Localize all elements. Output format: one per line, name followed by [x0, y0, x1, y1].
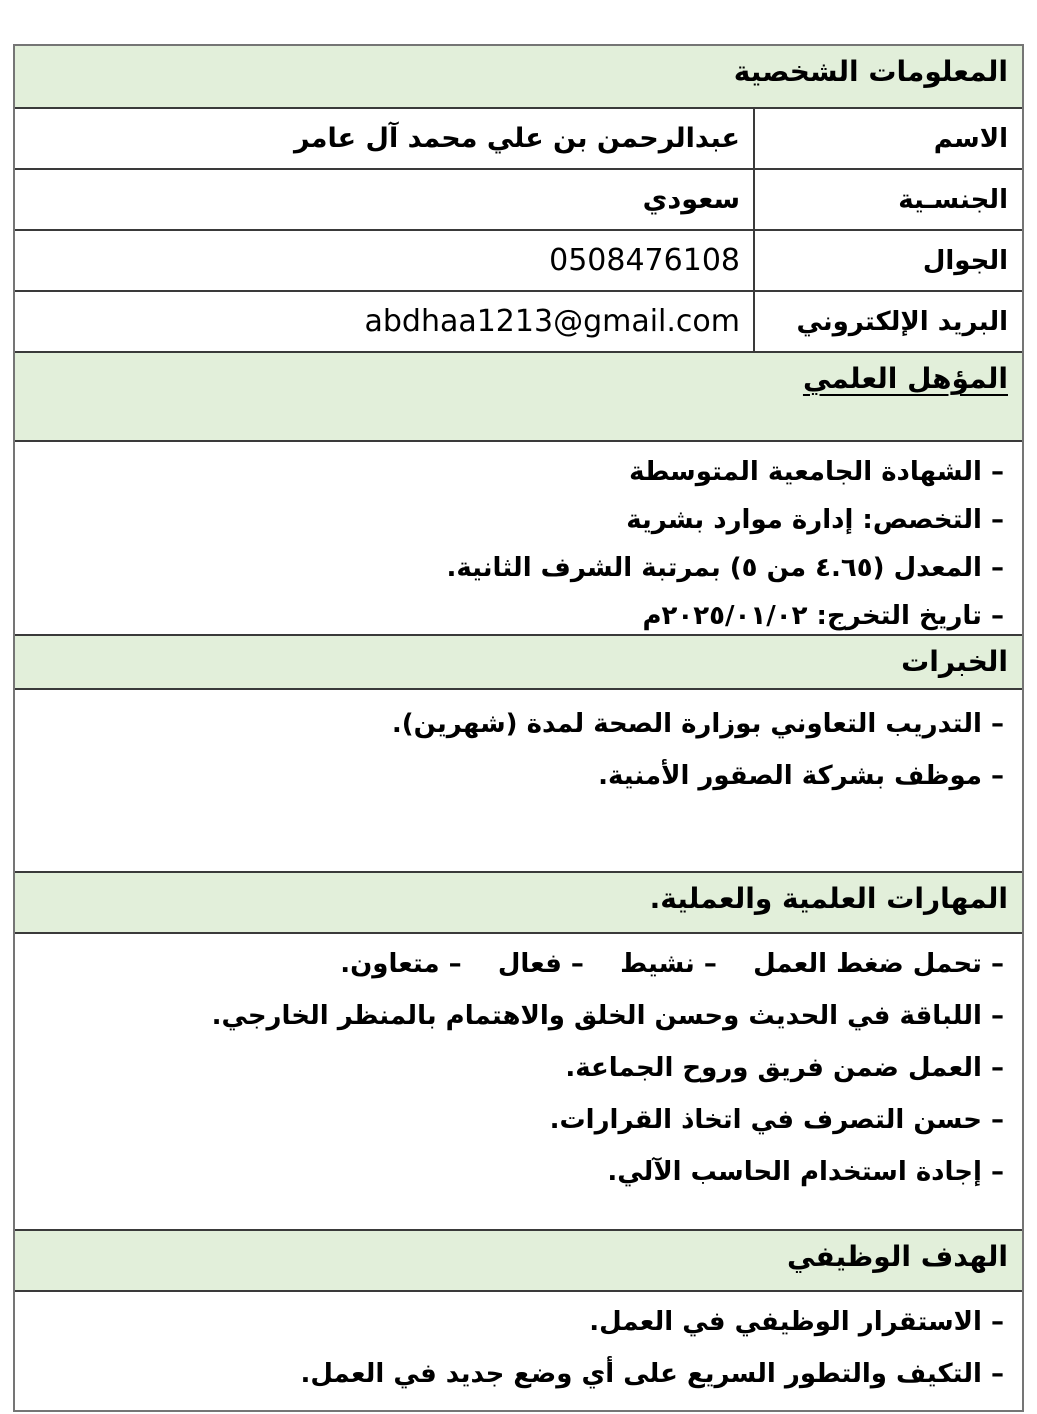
- name-value: عبدالرحمن بن علي محمد آل عامر: [294, 123, 740, 154]
- skill-item: – تحمل ضغط العمل – نشيط – فعال – متعاون.: [340, 949, 1004, 979]
- experience-title: الخبرات: [901, 645, 1008, 678]
- experience-content: [15, 688, 1022, 871]
- mobile-label: الجوال: [753, 231, 1022, 290]
- skill-item: – حسن التصرف في اتخاذ القرارات.: [549, 1105, 1004, 1135]
- skills-content: [15, 932, 1022, 1229]
- section-header-experience: [15, 634, 1022, 688]
- section-header-personal-info: [15, 46, 1022, 107]
- objective-content: [15, 1290, 1022, 1408]
- education-item: – التخصص: إدارة موارد بشرية: [626, 505, 1004, 535]
- objective-title: الهدف الوظيفي: [787, 1240, 1008, 1273]
- nationality-label: الجنسـية: [753, 170, 1022, 229]
- name-value-cell: [15, 109, 753, 168]
- section-header-objective: [15, 1229, 1022, 1290]
- email-label: البريد الإلكتروني: [753, 292, 1022, 351]
- education-title: المؤهل العلمي: [802, 362, 1008, 395]
- nationality-value-cell: [15, 170, 753, 229]
- section-header-skills: [15, 871, 1022, 932]
- education-item: – المعدل (٤.٦٥ من ٥) بمرتبة الشرف الثانية.: [446, 553, 1004, 583]
- experience-item: – التدريب التعاوني بوزارة الصحة لمدة (شهرين).: [391, 709, 1004, 739]
- name-label: الاسم: [753, 109, 1022, 168]
- table-row-email: [15, 290, 1022, 351]
- table-row-name: [15, 107, 1022, 168]
- cv-document: [13, 44, 1024, 1412]
- skills-title: المهارات العلمية والعملية.: [649, 882, 1008, 915]
- table-row-nationality: [15, 168, 1022, 229]
- objective-item: – الاستقرار الوظيفي في العمل.: [589, 1307, 1004, 1337]
- nationality-value: سعودي: [642, 184, 740, 215]
- skill-item: – إجادة استخدام الحاسب الآلي.: [607, 1157, 1004, 1187]
- table-row-mobile: [15, 229, 1022, 290]
- email-value: abdhaa1213@gmail.com: [364, 304, 740, 339]
- experience-item: – موظف بشركة الصقور الأمنية.: [598, 761, 1004, 791]
- mobile-value-cell: [15, 231, 753, 290]
- education-content: [15, 440, 1022, 634]
- email-value-cell: [15, 292, 753, 351]
- personal-info-title: المعلومات الشخصية: [733, 55, 1008, 88]
- section-header-education: [15, 351, 1022, 440]
- education-item: – الشهادة الجامعية المتوسطة: [629, 457, 1004, 487]
- objective-item: – التكيف والتطور السريع على أي وضع جديد في العمل.: [300, 1359, 1004, 1389]
- education-item: – تاريخ التخرج: ٢٠٢٥/٠١/٠٢م: [642, 601, 1004, 631]
- mobile-value: 0508476108: [549, 243, 740, 278]
- skill-item: – اللباقة في الحديث وحسن الخلق والاهتمام بالمنظر الخارجي.: [211, 1001, 1004, 1031]
- skill-item: – العمل ضمن فريق وروح الجماعة.: [565, 1053, 1004, 1083]
